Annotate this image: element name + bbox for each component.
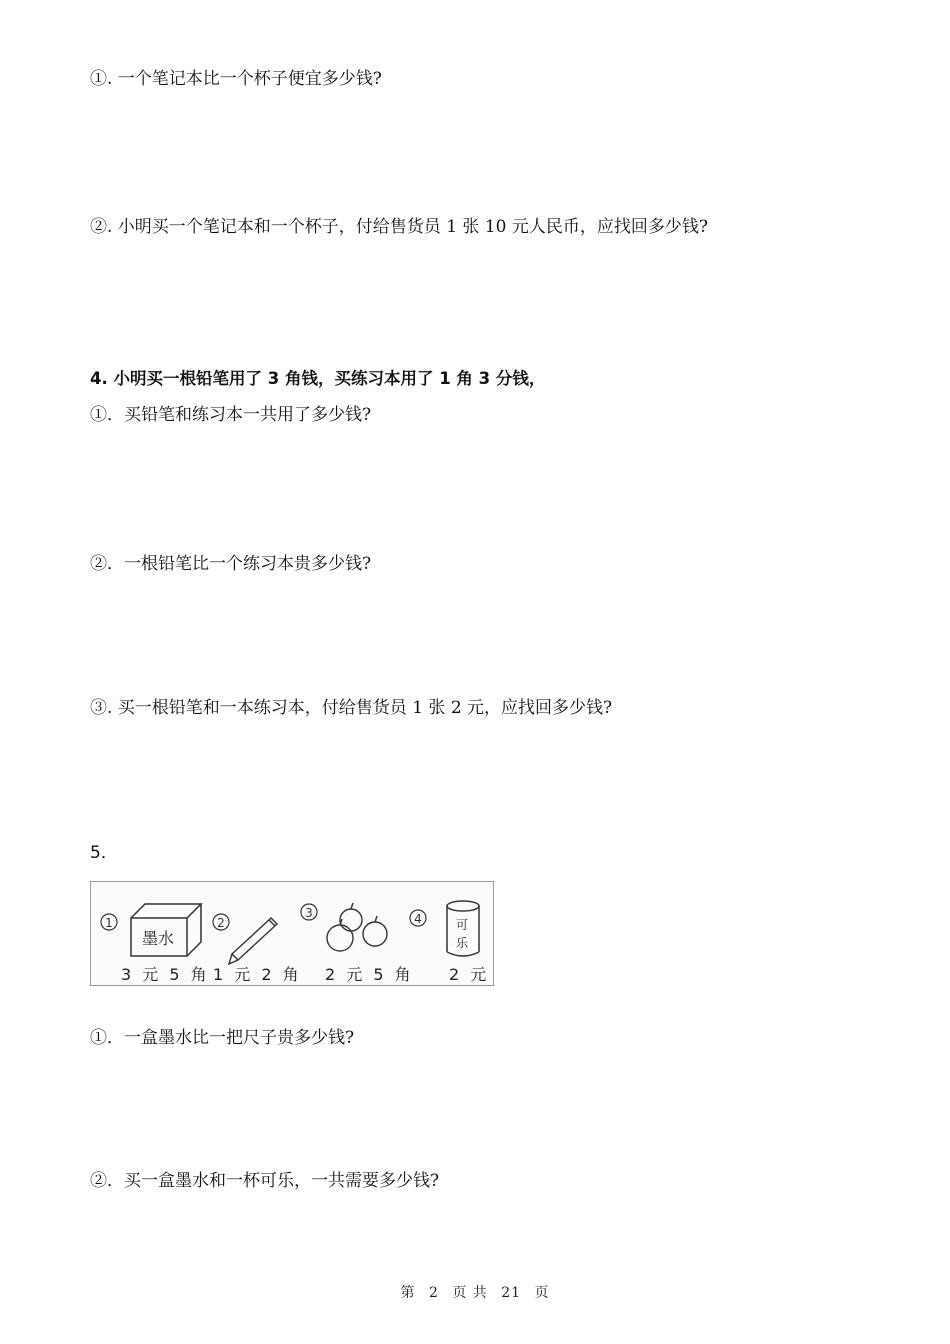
price-figure	[90, 881, 494, 986]
svg-text:1: 1	[105, 916, 113, 930]
item-4-marker	[410, 910, 426, 926]
pencil-icon	[229, 918, 277, 964]
q4-stem: 4. 小明买一根铅笔用了 3 角钱，买练习本用了 1 角 3 分钱，	[90, 369, 546, 388]
svg-text:2: 2	[217, 916, 225, 930]
q5-subquestion-1: ①．一盒墨水比一把尺子贵多少钱?	[90, 1028, 355, 1048]
q4-subquestion-1: ①．买铅笔和练习本一共用了多少钱?	[90, 405, 372, 425]
apples-icon	[327, 903, 387, 951]
q5-subquestion-2: ②．买一盒墨水和一杯可乐，一共需要多少钱?	[90, 1171, 440, 1191]
page-footer	[0, 1282, 950, 1302]
footer-middle: 页 共	[452, 1285, 488, 1301]
cola-label: 可乐	[456, 918, 469, 950]
item-2-marker	[213, 914, 229, 930]
q4-subquestion-2: ②．一根铅笔比一个练习本贵多少钱?	[90, 554, 372, 574]
footer-total-pages: 21	[501, 1285, 522, 1301]
ink-box-label: 墨水	[142, 929, 175, 948]
q3-subquestion-1: ①. 一个笔记本比一个杯子便宜多少钱?	[90, 69, 382, 89]
footer-prefix: 第	[400, 1285, 416, 1301]
pencil-price: 1 元 2 角	[213, 965, 302, 984]
item-1-marker	[101, 914, 117, 930]
q4-subquestion-3: ③. 买一根铅笔和一本练习本，付给售货员 1 张 2 元，应找回多少钱?	[90, 698, 613, 718]
footer-suffix: 页	[534, 1285, 550, 1301]
cola-price: 2 元	[449, 965, 490, 984]
svg-text:3: 3	[305, 906, 313, 920]
ink-price: 3 元 5 角	[121, 965, 210, 984]
q3-subquestion-2: ②. 小明买一个笔记本和一个杯子，付给售货员 1 张 10 元人民币，应找回多少钱?	[90, 217, 708, 237]
q5-number: 5．	[90, 843, 118, 863]
item-3-marker	[301, 904, 317, 920]
svg-text:4: 4	[414, 912, 422, 926]
footer-current-page: 2	[428, 1285, 439, 1301]
apples-price: 2 元 5 角	[325, 965, 414, 984]
